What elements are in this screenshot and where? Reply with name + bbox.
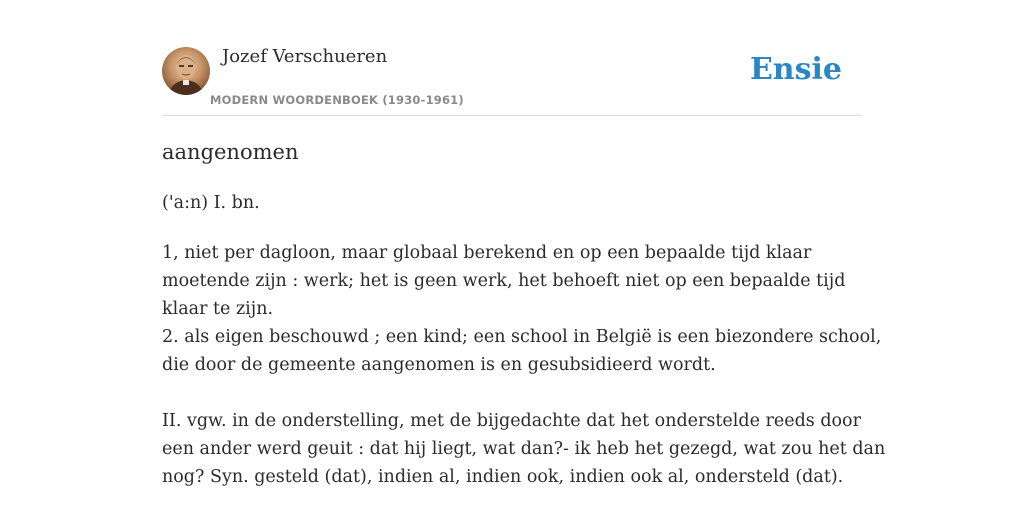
definition-card	[162, 0, 886, 512]
definition-line: moetende zijn : werk; het is geen werk, het behoeft niet op een bepaalde tijd	[162, 271, 846, 291]
entry-definition	[162, 239, 886, 491]
author-avatar[interactable]	[162, 47, 210, 95]
entry-headword: aangenomen	[162, 140, 299, 164]
header-divider	[162, 115, 862, 116]
definition-line: 2. als eigen beschouwd ; een kind; een school in België is een biezondere school,	[162, 327, 882, 347]
card-header	[162, 0, 862, 116]
portrait-icon	[162, 47, 210, 95]
definition-line: die door de gemeente aangenomen is en gesubsidieerd wordt.	[162, 355, 716, 375]
definition-line: een ander werd geuit : dat hij liegt, wat dan?- ik heb het gezegd, wat zou het dan	[162, 439, 886, 459]
definition-line: nog? Syn. gesteld (dat), indien al, indien ook, indien ook al, ondersteld (dat).	[162, 467, 844, 487]
definition-line: II. vgw. in de onderstelling, met de bijgedachte dat het onderstelde reeds door	[162, 411, 861, 431]
author-name[interactable]: Jozef Verschueren	[222, 46, 388, 67]
dictionary-source[interactable]: MODERN WOORDENBOEK (1930-1961)	[210, 93, 464, 107]
definition-line: 1, niet per dagloon, maar globaal berekend en op een bepaalde tijd klaar	[162, 243, 812, 263]
brand-logo[interactable]: Ensie	[749, 52, 842, 87]
definition-spacer	[162, 379, 862, 407]
definition-line: klaar te zijn.	[162, 299, 274, 319]
entry-pronunciation: ('a:n) I. bn.	[162, 193, 260, 213]
